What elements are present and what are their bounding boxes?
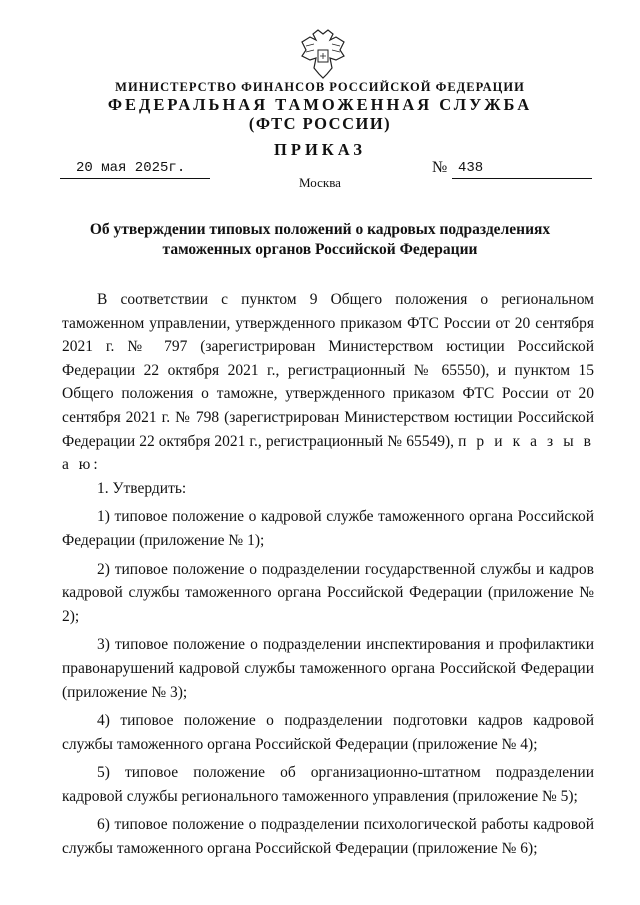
city: Москва (299, 175, 341, 190)
order-word: п р и к а з ы в а ю: (62, 432, 594, 474)
preamble-text: В соответствии с пунктом 9 Общего положения о региональном таможенном управлении, утвержденного приказом ФТС России от 20 сентября 2021 г. № 797 (зарегистрирован Министерством юстиции Российской Федерации 22 октября 2021 г., регистрационный № 65550), и пунктом 15 Общего положения о таможне, утвержденного приказом ФТС России от 20 сентября 2021 г. № 798 (зарегистрирован Министерством юстиции Российской Федерации 22 октября 2021 г., регистрационный № 65549), (62, 291, 594, 450)
item-5: 5) типовое положение об организационно-штатном подразделении кадровой службы регионального таможенного управления (приложение № 5); (62, 764, 594, 805)
service-name: ФЕДЕРАЛЬНАЯ ТАМОЖЕННАЯ СЛУЖБА (107, 95, 533, 114)
order-number: 438 (458, 160, 484, 176)
document-title (60, 220, 580, 260)
coat-of-arms-emblem (300, 28, 346, 80)
item-3: 3) типовое положение о подразделении инспектирования и профилактики правонарушений кадровой службы таможенного органа Российской Федерации (приложение № 3); (62, 636, 594, 701)
item-4: 4) типовое положение о подразделении подготовки кадров кадровой службы таможенного органа Российской Федерации (приложение № 4); (62, 712, 594, 753)
preamble-paragraph (62, 288, 594, 477)
ministry-name: МИНИСТЕРСТВО ФИНАНСОВ РОССИЙСКОЙ ФЕДЕРАЦИИ (115, 80, 525, 94)
item-1: 1) типовое положение о кадровой службе таможенного органа Российской Федерации (приложение № 1); (62, 508, 594, 549)
item-2: 2) типовое положение о подразделении государственной службы и кадров кадровой службы таможенного органа Российской Федерации (приложение № 2); (62, 560, 594, 625)
item-approve: 1. Утвердить: (97, 479, 187, 497)
order-date: 20 мая 2025г. (76, 160, 186, 176)
item-6: 6) типовое положение о подразделении психологической работы кадровой службы таможенного органа Российской Федерации (приложение № 6); (62, 816, 594, 858)
title-line-1: Об утверждении типовых положений о кадровых подразделениях (89, 221, 551, 238)
document-body (62, 288, 594, 866)
number-sign: № (432, 159, 448, 176)
service-short-name: (ФТС РОССИИ) (248, 114, 392, 133)
title-line-2: таможенных органов Российской Федерации (162, 241, 478, 258)
document-type: ПРИКАЗ (274, 140, 366, 159)
